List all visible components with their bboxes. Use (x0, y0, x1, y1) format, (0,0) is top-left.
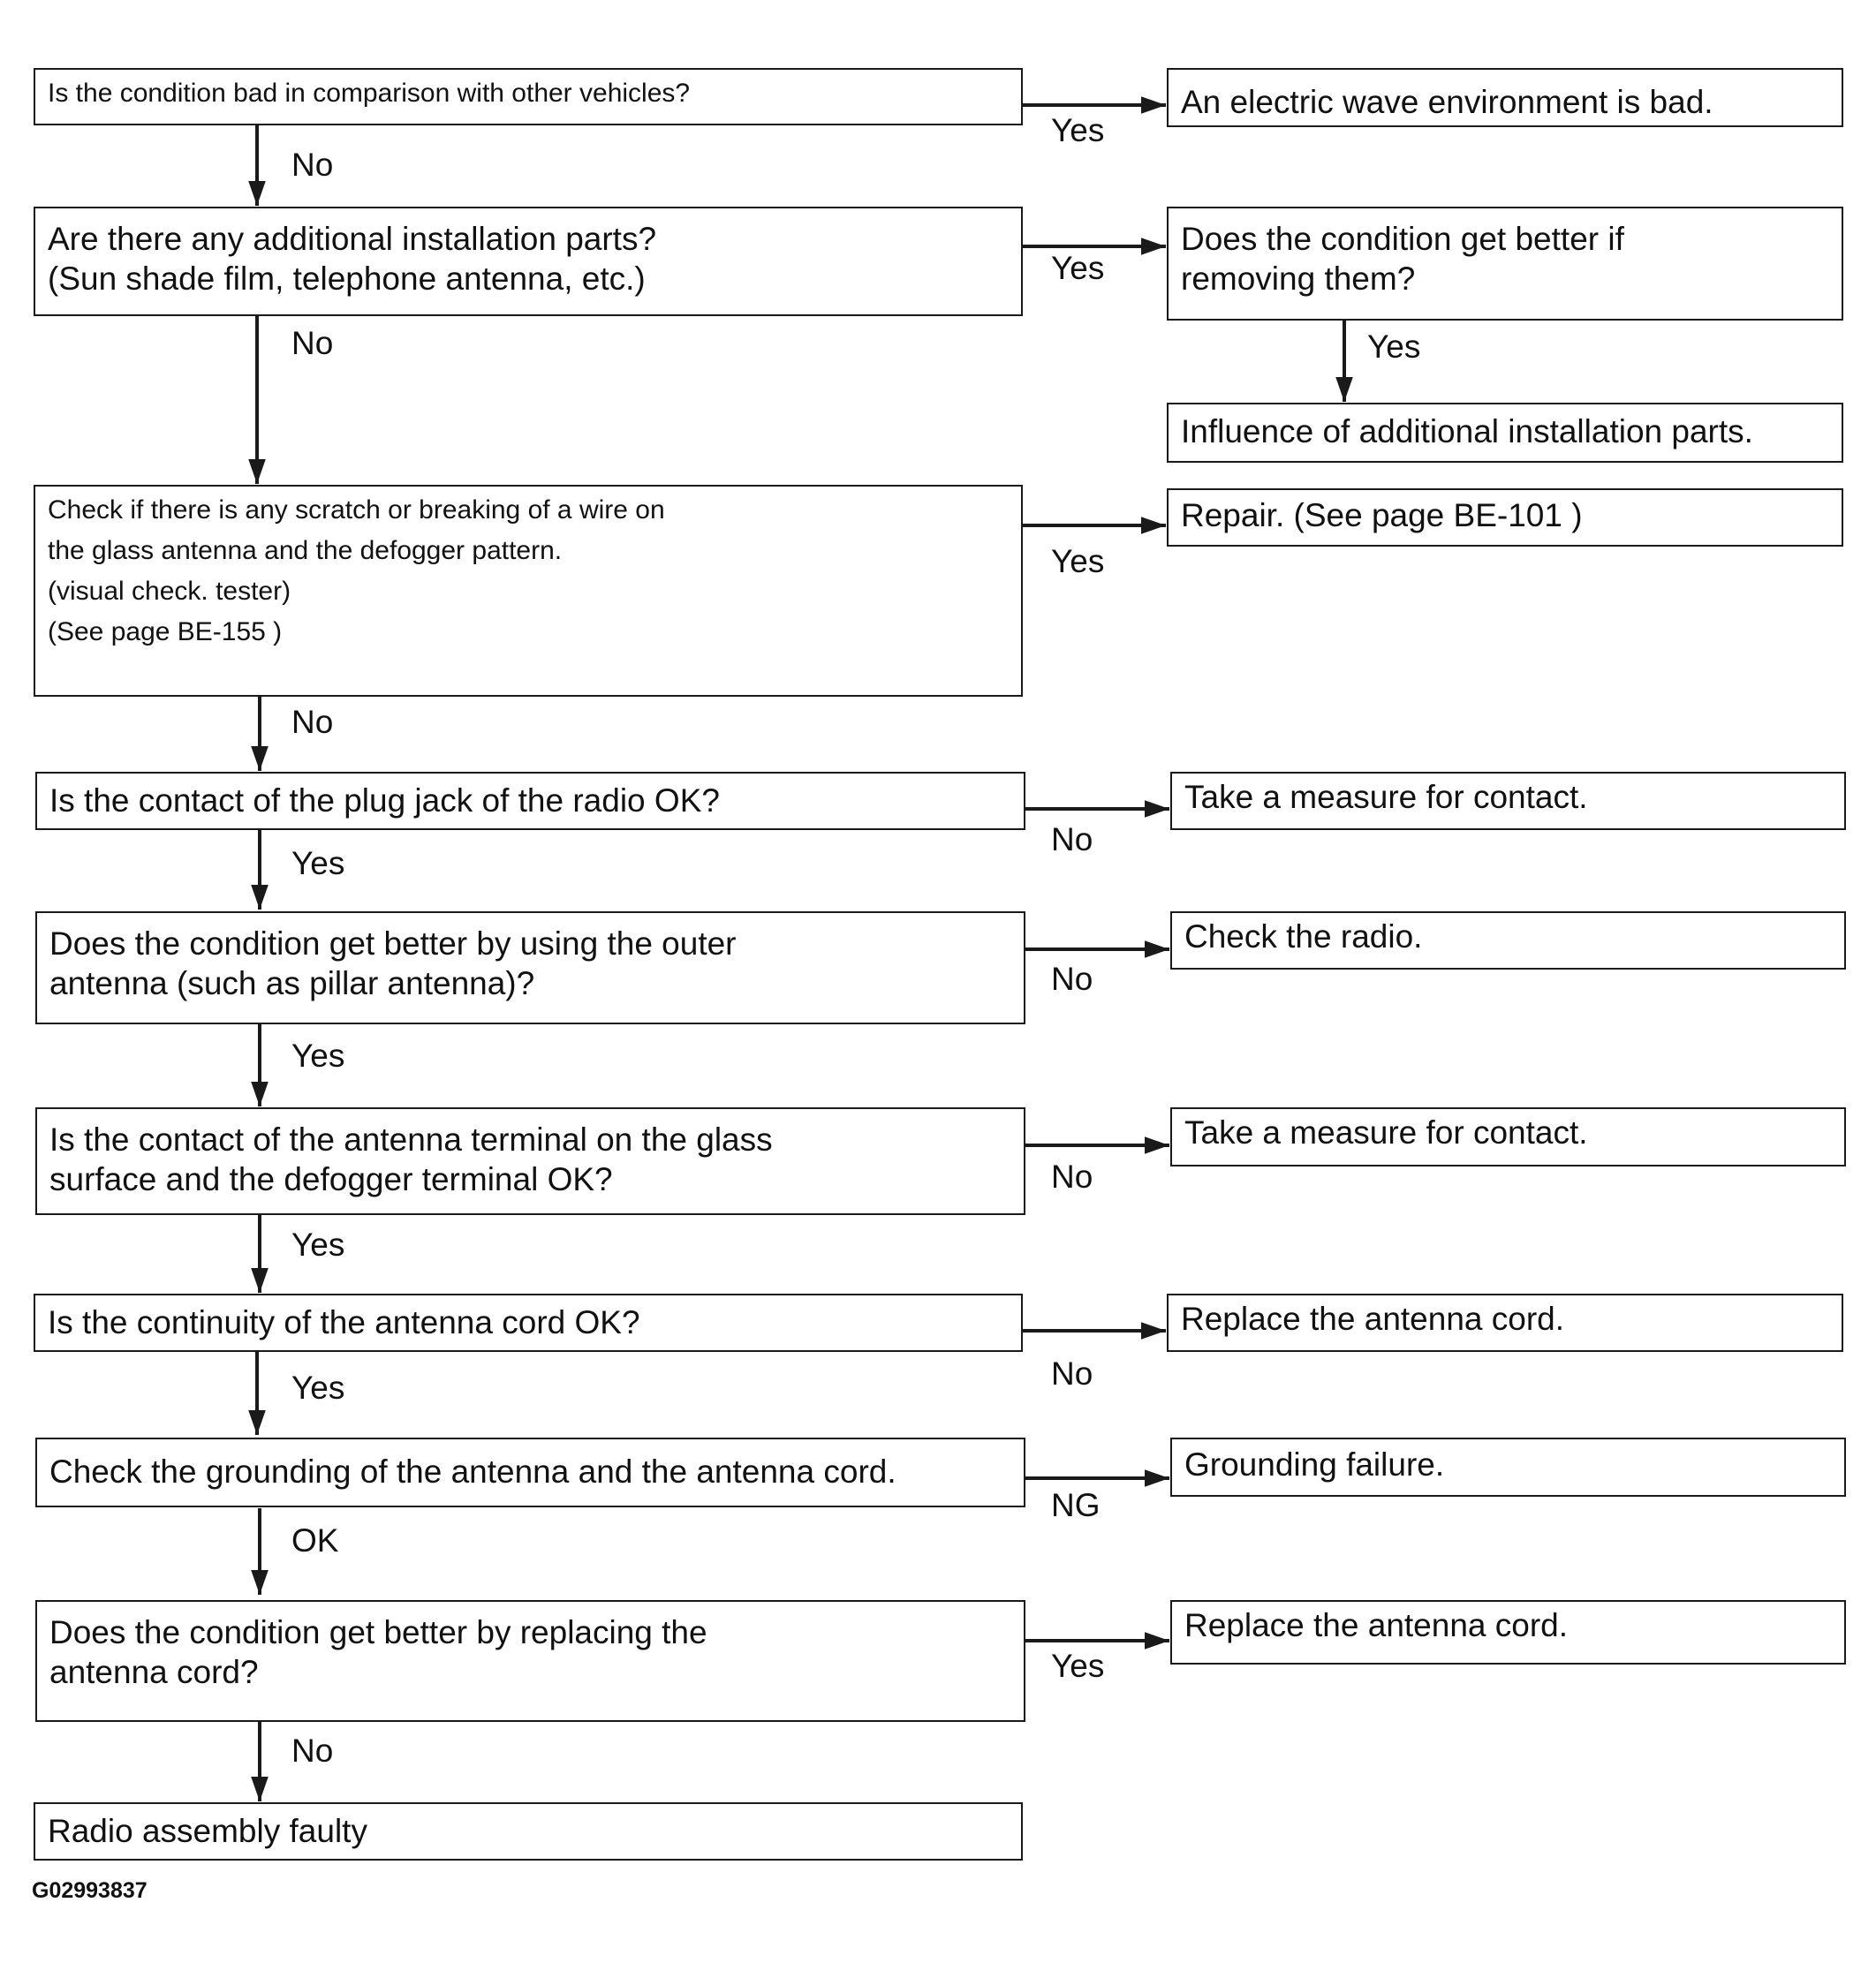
result-box-radio-faulty: Radio assembly faulty (34, 1802, 1023, 1861)
branch-label: Yes (291, 1038, 345, 1074)
question-box-2: Are there any additional installation parts? (Sun shade film, telephone antenna, etc.) (34, 207, 1023, 316)
branch-label: Yes (291, 1370, 345, 1406)
question-box-7: Is the continuity of the antenna cord OK? (34, 1294, 1023, 1352)
result-box-1: An electric wave environment is bad. (1167, 68, 1843, 127)
question-box-4: Is the contact of the plug jack of the radio OK? (35, 772, 1025, 830)
branch-label: Yes (291, 1227, 345, 1263)
question-box-5: Does the condition get better by using the outer antenna (such as pillar antenna)? (35, 911, 1025, 1024)
result-box-7: Replace the antenna cord. (1167, 1294, 1843, 1352)
result-box-4: Take a measure for contact. (1170, 772, 1846, 830)
result-box-2b: Influence of additional installation parts. (1167, 403, 1843, 463)
branch-label: NG (1051, 1487, 1101, 1523)
figure-id: G02993837 (32, 1878, 148, 1903)
branch-label: No (291, 1733, 334, 1769)
branch-label: No (291, 704, 334, 740)
branch-label: No (291, 325, 334, 361)
branch-label: Yes (1051, 1648, 1105, 1684)
result-box-9: Replace the antenna cord. (1170, 1600, 1846, 1665)
question-box-6: Is the contact of the antenna terminal on the glass surface and the defogger terminal OK? (35, 1107, 1025, 1215)
branch-label: No (1051, 1159, 1093, 1195)
branch-label: No (1051, 1355, 1093, 1392)
branch-label: No (1051, 821, 1093, 857)
question-box-8: Check the grounding of the antenna and the antenna cord. (35, 1438, 1025, 1507)
branch-label: Yes (1051, 112, 1105, 148)
branch-label: Yes (291, 845, 345, 881)
question-box-3: Check if there is any scratch or breaking of a wire on the glass antenna and the defogger pattern. (visual check. tester) (See page BE-155 ) (34, 485, 1023, 697)
branch-label: Yes (1367, 328, 1421, 365)
question-box-9: Does the condition get better by replacing the antenna cord? (35, 1600, 1025, 1722)
branch-label: No (291, 147, 334, 183)
result-box-8: Grounding failure. (1170, 1438, 1846, 1497)
branch-label: No (1051, 961, 1093, 997)
result-box-6: Take a measure for contact. (1170, 1107, 1846, 1166)
branch-label: OK (291, 1522, 339, 1559)
question-box-1: Is the condition bad in comparison with other vehicles? (34, 68, 1023, 125)
result-box-5: Check the radio. (1170, 911, 1846, 970)
result-box-3: Repair. (See page BE-101 ) (1167, 488, 1843, 547)
branch-label: Yes (1051, 543, 1105, 579)
result-box-2a: Does the condition get better if removing them? (1167, 207, 1843, 321)
branch-label: Yes (1051, 250, 1105, 286)
